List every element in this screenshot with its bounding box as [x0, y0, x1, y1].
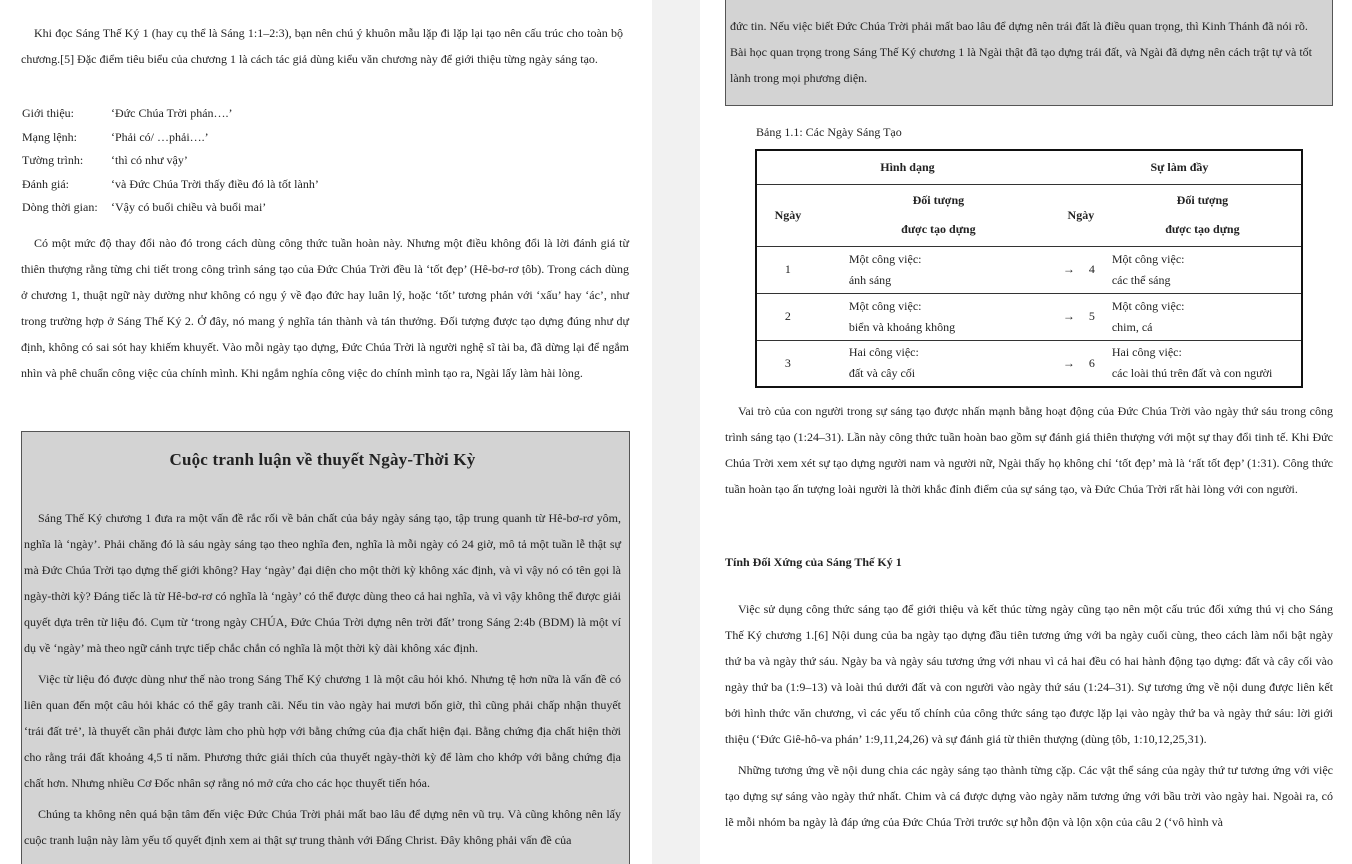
- symmetry-section-body: [725, 596, 1333, 835]
- table-row: [756, 340, 1302, 387]
- day-header: Ngày: [756, 184, 819, 246]
- formula-label: Mạng lệnh:: [22, 129, 77, 144]
- sidebar-title: Cuộc tranh luận về thuyết Ngày-Thời Kỳ: [169, 450, 476, 469]
- group-header-forming: Hình dạng: [756, 150, 1058, 184]
- created-object: các loài thú trên đất và con người: [1111, 366, 1273, 381]
- formula-row: [22, 149, 582, 173]
- formula-text: ‘Phải có/ …phải….’: [111, 129, 209, 144]
- formula-text: ‘Đức Chúa Trời phán….’: [111, 106, 233, 120]
- sidebar-continuation: [725, 0, 1333, 106]
- work-count: Hai công việc:: [848, 345, 919, 360]
- table-caption: Bảng 1.1: Các Ngày Sáng Tạo: [756, 125, 902, 139]
- sidebar-paragraph: Chúng ta không nên quá bận tâm đến việc Đức Chúa Trời phải mất bao lâu để dựng nên vũ trụ. Và cũng không nên lấy cuộc tranh luận này làm yếu tố quyết định xem ai thật sự trung thành với Đấng Christ. Đây không phải vấn đề của: [24, 807, 621, 847]
- work-count: Một công việc:: [848, 251, 922, 266]
- formula-text: ‘Vậy có buổi chiều và buổi mai’: [111, 200, 267, 214]
- formula-label: Đánh giá:: [22, 176, 69, 191]
- sidebar-paragraph: Sáng Thế Ký chương 1 đưa ra một vấn đề rắc rối về bản chất của bảy ngày sáng tạo, tập trung quanh từ Hê-bơ-rơ yôm, nghĩa là ‘ngày’. Phải chăng đó là sáu ngày sáng tạo theo nghĩa đen, nghĩa là mỗi ngày có 24 giờ, mô tả một tuần lễ thật sự mà Đức Chúa Trời tạo dựng thế giới không? Hay ‘ngày’ đại diện cho một thời kỳ không xác định, và vì vậy nó có tên gọi là ngày-thời kỳ? Đáng tiếc là từ Hê-bơ-rơ có nghĩa là ‘ngày’ có thể được dùng theo cả hai nghĩa, và vì vậy không thể được giải quyết dựa trên từ liệu đó. Cụm từ ‘trong ngày CHÚA, Đức Chúa Trời dựng nên trời đất’ trong Sáng 2:4b (BDM) là một ví dụ về ‘ngày’ mà theo ngữ cảnh trực tiếp chắc chắn có nghĩa là một thời kỳ dài không xác định.: [24, 511, 621, 655]
- formula-row: [22, 126, 582, 150]
- work-count: Một công việc:: [848, 298, 922, 313]
- created-object: đất và cây cối: [848, 366, 916, 381]
- formula-row: [22, 173, 582, 197]
- formula-text: ‘thì có như vậy’: [111, 153, 188, 167]
- created-object: biển và khoảng không: [848, 319, 956, 334]
- table-row: [756, 246, 1302, 293]
- formula-list: [22, 102, 582, 220]
- section-heading: Tính Đối Xứng của Sáng Thế Ký 1: [725, 555, 902, 569]
- day-header: Ngày: [1058, 184, 1104, 246]
- object-header-line: được tạo dựng: [901, 222, 976, 236]
- formula-label: Dòng thời gian:: [22, 200, 98, 214]
- forming-cell: [819, 293, 1058, 340]
- formula-row: [22, 102, 582, 126]
- formula-text: ‘và Đức Chúa Trời thấy điều đó là tốt lành’: [111, 176, 319, 191]
- forming-cell: [819, 246, 1058, 293]
- creation-days-table: [755, 149, 1303, 388]
- work-count: Hai công việc:: [1111, 345, 1182, 360]
- filling-cell: [1104, 340, 1302, 387]
- object-header: [819, 184, 1058, 246]
- table-group-header: [756, 150, 1302, 184]
- created-object: chim, cá: [1111, 319, 1153, 334]
- formula-label: Tường trình:: [22, 153, 84, 167]
- filling-cell: [1104, 246, 1302, 293]
- page-gap: [652, 0, 700, 864]
- filling-cell: [1104, 293, 1302, 340]
- arrow-icon: →: [1058, 340, 1080, 387]
- symmetry-paragraph: Việc sử dụng công thức sáng tạo để giới thiệu và kết thúc từng ngày cũng tạo nên một cấu trúc đối xứng thú vị cho Sáng Thế Ký chương 1.[6] Nội dung của ba ngày tạo dựng đầu tiên tương ứng với ba ngày cuối cùng, theo cách làm nổi bật ngày thứ ba và ngày thứ sáu. Ngày ba và ngày sáu tương ứng với nhau vì cả hai đều có hai hành động tạo dựng: đất và cây cối vào ngày thứ ba (1:9–13) và loài thú dưới đất và con người vào ngày thứ sáu (1:24–31). Sự tương ứng về nội dung được liên kết bởi hình thức văn chương, vì các yếu tố chính của công thức sáng tạo được lặp lại vào ngày thứ ba và ngày thứ sáu: lời giới thiệu (‘Đức Giê-hô-va phán’ 1:9,11,24,26) và sự đánh giá từ thiên thượng (dùng ṭôb, 1:10,12,25,31).: [725, 602, 1333, 746]
- day-number: 2: [756, 293, 819, 340]
- right-page: [700, 0, 1352, 864]
- table-row: [756, 293, 1302, 340]
- day-number: 6: [1080, 340, 1104, 387]
- day-number: 1: [756, 246, 819, 293]
- object-header: [1104, 184, 1302, 246]
- created-object: các thể sáng: [1111, 272, 1171, 287]
- sidebar-continuation-text: đức tin. Nếu việc biết Đức Chúa Trời phải mất bao lâu để dựng nên trái đất là điều quan trọng, thì Kinh Thánh đã nói rõ. Bài học quan trọng trong Sáng Thế Ký chương 1 là Ngài thật đã tạo dựng trái đất, và Ngài đã dựng nên cách trật tự và tốt lành trong mọi phương diện.: [730, 19, 1312, 85]
- day-number: 3: [756, 340, 819, 387]
- forming-cell: [819, 340, 1058, 387]
- day-age-debate-sidebar: [21, 431, 630, 864]
- left-page: [0, 0, 652, 864]
- created-object: ánh sáng: [848, 272, 892, 287]
- sidebar-paragraph: Việc từ liệu đó được dùng như thế nào trong Sáng Thế Ký chương 1 là một câu hỏi khó. Nhưng tệ hơn nữa là vấn đề có liên quan đến một câu hỏi khác có thể gây tranh cãi. Nếu tin vào ngày hai mươi bốn giờ, thì cũng phải chấp nhận thuyết ‘trái đất trẻ’, là thuyết cần phải được làm cho phù hợp với bằng chứng của địa chất hiện đại. Bằng chứng địa chất hiện thời cho rằng trái đất khoảng 4,5 tỉ năm. Phương thức giải thích của thuyết ngày-thời kỳ để làm cho khớp với bằng chứng địa chất hơn. Nhưng nhiều Cơ Đốc nhân sợ rằng nó mở cửa cho các học thuyết tiến hóa.: [24, 672, 621, 790]
- arrow-icon: →: [1058, 246, 1080, 293]
- formula-row: [22, 196, 582, 220]
- object-header-line: Đối tượng: [1176, 193, 1229, 207]
- arrow-icon: →: [1058, 293, 1080, 340]
- pairing-paragraph: Những tương ứng về nội dung chia các ngày sáng tạo thành từng cặp. Các vật thể sáng của ngày thứ tư tương ứng với việc tạo dựng sự sáng vào ngày thứ nhất. Chim và cá được dựng vào ngày năm tương ứng với bầu trời vào ngày hai. Ngoài ra, có lẽ mỗi nhóm ba ngày là đáp ứng của Đức Chúa Trời trước sự hỗn độn và lộn xộn của câu 2 (‘vô hình và: [725, 763, 1333, 829]
- intro-paragraph: Khi đọc Sáng Thế Ký 1 (hay cụ thể là Sáng 1:1–2:3), bạn nên chú ý khuôn mẫu lặp đi lặp lại tạo nên cấu trúc cho toàn bộ chương.[5] Đặc điểm tiêu biểu của chương 1 là cách tác giả dùng kiểu văn chương này để giới thiệu từng ngày sáng tạo.: [21, 26, 623, 66]
- group-header-filling: Sự làm đầy: [1058, 150, 1302, 184]
- object-header-line: Đối tượng: [912, 193, 965, 207]
- day-number: 5: [1080, 293, 1104, 340]
- table-sub-header: [756, 184, 1302, 246]
- object-header-line: được tạo dựng: [1165, 222, 1240, 236]
- day-number: 4: [1080, 246, 1104, 293]
- formula-label: Giới thiệu:: [22, 106, 75, 120]
- work-count: Một công việc:: [1111, 251, 1185, 266]
- evaluation-paragraph: Có một mức độ thay đổi nào đó trong cách dùng công thức tuần hoàn này. Nhưng một điều không đổi là lời đánh giá từ thiên thượng rằng từng chi tiết trong công trình sáng tạo của Đức Chúa Trời đều là ‘tốt đẹp’ (Hê-bơ-rơ ṭôb). Trong cách dùng ở chương 1, thuật ngữ này dường như không có ngụ ý về đạo đức hay luân lý, hoặc ‘tốt’ tương phản với ‘xấu’ hay ‘ác’, như trong trường hợp ở Sáng Thế Ký 2. Ở đây, nó mang ý nghĩa tán thành và tán thưởng. Đối tượng được tạo dựng đúng như dự định, không có sai sót hay khiếm khuyết. Vào mỗi ngày tạo dựng, Đức Chúa Trời là người nghệ sĩ tài ba, đã dừng lại để ngắm nhìn và phê chuẩn công việc của chính mình. Khi ngắm nghía công việc do chính mình tạo ra, Ngài lấy làm hài lòng.: [21, 236, 629, 380]
- humanity-role-paragraph: Vai trò của con người trong sự sáng tạo được nhấn mạnh bằng hoạt động của Đức Chúa Trời vào ngày thứ sáu trong công trình sáng tạo (1:24–31). Lần này công thức tuần hoàn bao gồm sự đánh giá thiên thượng với một sự thay đổi tinh tế. Khi Đức Chúa Trời xem xét sự tạo dựng người nam và người nữ, Ngài thấy họ không chỉ ‘tốt đẹp’ mà là ‘rất tốt đẹp’ (1:31). Công thức tuần hoàn tạo ấn tượng loài người là thời khắc đỉnh điểm của sự sáng tạo, và Đức Chúa Trời rất hài lòng với con người.: [725, 404, 1333, 496]
- work-count: Một công việc:: [1111, 298, 1185, 313]
